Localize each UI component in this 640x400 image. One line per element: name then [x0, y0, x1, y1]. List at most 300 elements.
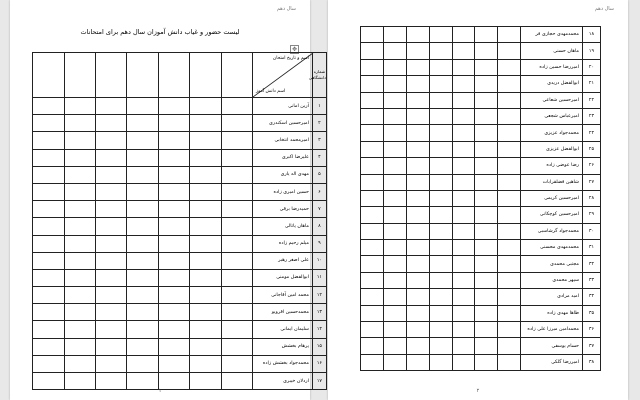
attendance-cell[interactable]: [127, 321, 158, 338]
attendance-cell[interactable]: [361, 272, 384, 288]
attendance-cell[interactable]: [475, 322, 498, 338]
attendance-cell[interactable]: [429, 158, 452, 174]
attendance-cell[interactable]: [429, 108, 452, 124]
attendance-cell[interactable]: [429, 125, 452, 141]
attendance-cell[interactable]: [406, 174, 429, 190]
attendance-cell[interactable]: [498, 158, 521, 174]
attendance-cell[interactable]: [158, 321, 189, 338]
attendance-cell[interactable]: [498, 338, 521, 354]
attendance-cell[interactable]: [406, 108, 429, 124]
attendance-cell[interactable]: [190, 235, 221, 252]
student-name: امیرحسین کوچکانی: [520, 207, 582, 223]
attendance-cell[interactable]: [384, 190, 407, 206]
attendance-cell[interactable]: [452, 354, 475, 370]
attendance-cell[interactable]: [498, 289, 521, 305]
attendance-cell[interactable]: [475, 272, 498, 288]
attendance-cell[interactable]: [361, 223, 384, 239]
attendance-cell[interactable]: [384, 125, 407, 141]
attendance-cell[interactable]: [127, 183, 158, 200]
attendance-cell[interactable]: [64, 338, 95, 355]
attendance-cell[interactable]: [475, 256, 498, 272]
attendance-cell[interactable]: [406, 141, 429, 157]
attendance-cell[interactable]: [475, 190, 498, 206]
attendance-cell[interactable]: [452, 43, 475, 59]
attendance-cell[interactable]: [475, 125, 498, 141]
attendance-cell[interactable]: [361, 108, 384, 124]
attendance-cell[interactable]: [361, 207, 384, 223]
attendance-cell[interactable]: [127, 355, 158, 372]
attendance-cell[interactable]: [33, 201, 65, 218]
attendance-cell[interactable]: [429, 354, 452, 370]
attendance-cell[interactable]: [384, 354, 407, 370]
attendance-cell[interactable]: [429, 256, 452, 272]
attendance-cell[interactable]: [190, 201, 221, 218]
attendance-cell[interactable]: [33, 304, 65, 321]
attendance-cell[interactable]: [498, 272, 521, 288]
attendance-cell[interactable]: [361, 289, 384, 305]
attendance-cell[interactable]: [498, 76, 521, 92]
attendance-cell[interactable]: [406, 125, 429, 141]
attendance-cell[interactable]: [33, 149, 65, 166]
attendance-cell[interactable]: [429, 190, 452, 206]
attendance-cell[interactable]: [361, 141, 384, 157]
attendance-cell[interactable]: [498, 223, 521, 239]
attendance-cell[interactable]: [127, 98, 158, 115]
attendance-cell[interactable]: [64, 304, 95, 321]
attendance-cell[interactable]: [361, 322, 384, 338]
table-row: [361, 256, 601, 272]
attendance-cell[interactable]: [190, 321, 221, 338]
attendance-cell[interactable]: [127, 235, 158, 252]
attendance-cell[interactable]: [452, 92, 475, 108]
attendance-cell[interactable]: [429, 305, 452, 321]
page-number: ۱: [158, 388, 162, 394]
attendance-cell[interactable]: [406, 43, 429, 59]
attendance-cell[interactable]: [190, 149, 221, 166]
exam-column-4[interactable]: [127, 53, 158, 98]
table-move-handle-icon[interactable]: ✥: [291, 46, 298, 53]
table-row: [33, 132, 327, 149]
attendance-cell[interactable]: [190, 166, 221, 183]
attendance-cell[interactable]: [384, 256, 407, 272]
attendance-cell[interactable]: [221, 287, 252, 304]
table-row: [361, 190, 601, 206]
attendance-cell[interactable]: [95, 183, 126, 200]
student-number: ۳۵: [582, 305, 600, 321]
attendance-cell[interactable]: [95, 355, 126, 372]
attendance-cell[interactable]: [361, 76, 384, 92]
attendance-cell[interactable]: [95, 287, 126, 304]
attendance-cell[interactable]: [64, 321, 95, 338]
attendance-cell[interactable]: [406, 240, 429, 256]
student-number: ۲۰: [582, 59, 600, 75]
attendance-cell[interactable]: [452, 27, 475, 43]
attendance-cell[interactable]: [475, 27, 498, 43]
attendance-cell[interactable]: [64, 355, 95, 372]
attendance-cell[interactable]: [127, 166, 158, 183]
attendance-cell[interactable]: [361, 59, 384, 75]
attendance-cell[interactable]: [190, 287, 221, 304]
attendance-cell[interactable]: [452, 190, 475, 206]
attendance-cell[interactable]: [452, 125, 475, 141]
attendance-cell[interactable]: [158, 218, 189, 235]
attendance-cell[interactable]: [190, 132, 221, 149]
attendance-cell[interactable]: [361, 92, 384, 108]
attendance-cell[interactable]: [475, 141, 498, 157]
attendance-cell[interactable]: [384, 289, 407, 305]
student-name: محمدجواد گرشاسبی: [520, 223, 582, 239]
attendance-cell[interactable]: [384, 272, 407, 288]
attendance-cell[interactable]: [361, 354, 384, 370]
attendance-cell[interactable]: [406, 289, 429, 305]
attendance-cell[interactable]: [384, 174, 407, 190]
attendance-cell[interactable]: [221, 235, 252, 252]
attendance-cell[interactable]: [498, 141, 521, 157]
attendance-cell[interactable]: [498, 305, 521, 321]
attendance-cell[interactable]: [429, 27, 452, 43]
attendance-cell[interactable]: [95, 98, 126, 115]
attendance-cell[interactable]: [33, 115, 65, 132]
attendance-cell[interactable]: [406, 27, 429, 43]
attendance-cell[interactable]: [95, 269, 126, 286]
attendance-cell[interactable]: [475, 354, 498, 370]
attendance-cell[interactable]: [498, 43, 521, 59]
attendance-cell[interactable]: [384, 158, 407, 174]
attendance-cell[interactable]: [429, 338, 452, 354]
attendance-cell[interactable]: [498, 190, 521, 206]
attendance-cell[interactable]: [221, 201, 252, 218]
attendance-cell[interactable]: [221, 252, 252, 269]
attendance-cell[interactable]: [361, 27, 384, 43]
attendance-cell[interactable]: [498, 92, 521, 108]
table-row: [33, 287, 327, 304]
attendance-cell[interactable]: [95, 338, 126, 355]
attendance-cell[interactable]: [475, 92, 498, 108]
attendance-cell[interactable]: [429, 289, 452, 305]
attendance-cell[interactable]: [158, 269, 189, 286]
attendance-cell[interactable]: [95, 235, 126, 252]
attendance-cell[interactable]: [127, 287, 158, 304]
attendance-cell[interactable]: [33, 252, 65, 269]
attendance-cell[interactable]: [127, 132, 158, 149]
student-number: ۱۳: [312, 304, 326, 321]
attendance-cell[interactable]: [158, 355, 189, 372]
student-number: ۱: [312, 98, 326, 115]
attendance-cell[interactable]: [33, 235, 65, 252]
attendance-cell[interactable]: [190, 98, 221, 115]
attendance-cell[interactable]: [452, 207, 475, 223]
attendance-cell[interactable]: [158, 287, 189, 304]
student-number: ۳۲: [582, 256, 600, 272]
exam-column-3[interactable]: [158, 53, 189, 98]
attendance-cell[interactable]: [429, 43, 452, 59]
attendance-cell[interactable]: [33, 321, 65, 338]
attendance-cell[interactable]: [406, 272, 429, 288]
attendance-cell[interactable]: [221, 355, 252, 372]
attendance-cell[interactable]: [475, 240, 498, 256]
table-row: [33, 218, 327, 235]
attendance-cell[interactable]: [127, 252, 158, 269]
attendance-cell[interactable]: [475, 108, 498, 124]
attendance-cell[interactable]: [95, 115, 126, 132]
exam-column-5[interactable]: [95, 53, 126, 98]
attendance-cell[interactable]: [406, 322, 429, 338]
attendance-cell[interactable]: [221, 269, 252, 286]
attendance-cell[interactable]: [429, 207, 452, 223]
attendance-cell[interactable]: [64, 166, 95, 183]
attendance-cell[interactable]: [452, 76, 475, 92]
row-number-header: [308, 53, 326, 98]
attendance-cell[interactable]: [190, 269, 221, 286]
attendance-cell[interactable]: [452, 59, 475, 75]
attendance-cell[interactable]: [475, 223, 498, 239]
attendance-cell[interactable]: [33, 132, 65, 149]
attendance-cell[interactable]: [361, 125, 384, 141]
table-row: [361, 108, 601, 124]
student-name: حسام یوسفی: [520, 338, 582, 354]
attendance-cell[interactable]: [33, 287, 65, 304]
attendance-cell[interactable]: [452, 174, 475, 190]
attendance-cell[interactable]: [158, 304, 189, 321]
attendance-cell[interactable]: [158, 183, 189, 200]
exam-column-2[interactable]: [190, 53, 221, 98]
attendance-cell[interactable]: [384, 92, 407, 108]
attendance-cell[interactable]: [361, 240, 384, 256]
attendance-cell[interactable]: [221, 132, 252, 149]
attendance-cell[interactable]: [221, 98, 252, 115]
attendance-cell[interactable]: [406, 92, 429, 108]
attendance-cell[interactable]: [384, 76, 407, 92]
attendance-cell[interactable]: [452, 322, 475, 338]
attendance-cell[interactable]: [127, 149, 158, 166]
attendance-cell[interactable]: [452, 108, 475, 124]
attendance-cell[interactable]: [475, 289, 498, 305]
exam-column-6[interactable]: [64, 53, 95, 98]
attendance-cell[interactable]: [452, 338, 475, 354]
attendance-cell[interactable]: [64, 115, 95, 132]
attendance-cell[interactable]: [95, 304, 126, 321]
attendance-cell[interactable]: [384, 338, 407, 354]
attendance-cell[interactable]: [95, 252, 126, 269]
attendance-cell[interactable]: [498, 207, 521, 223]
student-name: محمدحسین اقرویو: [252, 304, 312, 321]
student-number: ۹: [312, 235, 326, 252]
attendance-cell[interactable]: [127, 115, 158, 132]
student-name: امیرعباس شجعی: [520, 108, 582, 124]
attendance-cell[interactable]: [158, 132, 189, 149]
student-number: ۳۸: [582, 354, 600, 370]
attendance-cell[interactable]: [64, 218, 95, 235]
attendance-cell[interactable]: [221, 183, 252, 200]
attendance-cell[interactable]: [429, 59, 452, 75]
attendance-cell[interactable]: [95, 149, 126, 166]
attendance-cell[interactable]: [384, 240, 407, 256]
attendance-cell[interactable]: [127, 218, 158, 235]
attendance-cell[interactable]: [384, 27, 407, 43]
student-number: ۲۵: [582, 141, 600, 157]
attendance-cell[interactable]: [361, 338, 384, 354]
attendance-cell[interactable]: [33, 269, 65, 286]
attendance-cell[interactable]: [406, 354, 429, 370]
attendance-cell[interactable]: [452, 240, 475, 256]
attendance-cell[interactable]: [452, 289, 475, 305]
attendance-cell[interactable]: [429, 76, 452, 92]
attendance-cell[interactable]: [429, 92, 452, 108]
attendance-cell[interactable]: [475, 43, 498, 59]
attendance-cell[interactable]: [64, 98, 95, 115]
attendance-cell[interactable]: [406, 338, 429, 354]
attendance-cell[interactable]: [158, 98, 189, 115]
attendance-cell[interactable]: [158, 166, 189, 183]
attendance-cell[interactable]: [498, 108, 521, 124]
attendance-cell[interactable]: [190, 183, 221, 200]
attendance-cell[interactable]: [475, 305, 498, 321]
student-number: ۳: [312, 132, 326, 149]
attendance-cell[interactable]: [498, 322, 521, 338]
attendance-cell[interactable]: [33, 355, 65, 372]
attendance-cell[interactable]: [190, 355, 221, 372]
attendance-cell[interactable]: [361, 158, 384, 174]
attendance-cell[interactable]: [95, 132, 126, 149]
attendance-cell[interactable]: [95, 321, 126, 338]
attendance-cell[interactable]: [429, 223, 452, 239]
student-name: شاهین فضلقرابات: [520, 174, 582, 190]
attendance-cell[interactable]: [475, 76, 498, 92]
attendance-cell[interactable]: [33, 183, 65, 200]
attendance-cell[interactable]: [221, 149, 252, 166]
attendance-cell[interactable]: [429, 174, 452, 190]
attendance-cell[interactable]: [95, 201, 126, 218]
attendance-cell[interactable]: [475, 338, 498, 354]
attendance-cell[interactable]: [384, 207, 407, 223]
attendance-cell[interactable]: [429, 141, 452, 157]
attendance-cell[interactable]: [406, 305, 429, 321]
exam-column-7[interactable]: [33, 53, 65, 98]
attendance-cell[interactable]: [158, 201, 189, 218]
attendance-cell[interactable]: [221, 115, 252, 132]
attendance-cell[interactable]: [498, 174, 521, 190]
attendance-cell[interactable]: [158, 115, 189, 132]
attendance-cell[interactable]: [221, 321, 252, 338]
attendance-cell[interactable]: [384, 305, 407, 321]
attendance-cell[interactable]: [190, 252, 221, 269]
attendance-cell[interactable]: [158, 338, 189, 355]
attendance-cell[interactable]: [64, 235, 95, 252]
attendance-cell[interactable]: [221, 218, 252, 235]
student-name: علی اصغر رهبر: [252, 252, 312, 269]
student-number: ۳۳: [582, 272, 600, 288]
attendance-cell[interactable]: [221, 338, 252, 355]
attendance-cell[interactable]: [384, 223, 407, 239]
attendance-cell[interactable]: [429, 240, 452, 256]
attendance-cell[interactable]: [498, 354, 521, 370]
attendance-cell[interactable]: [452, 223, 475, 239]
attendance-cell[interactable]: [33, 166, 65, 183]
table-row: [33, 98, 327, 115]
attendance-cell[interactable]: [384, 43, 407, 59]
attendance-cell[interactable]: [127, 338, 158, 355]
attendance-cell[interactable]: [475, 59, 498, 75]
attendance-cell[interactable]: [406, 59, 429, 75]
attendance-cell[interactable]: [452, 141, 475, 157]
attendance-cell[interactable]: [429, 322, 452, 338]
attendance-cell[interactable]: [221, 304, 252, 321]
attendance-cell[interactable]: [361, 43, 384, 59]
attendance-cell[interactable]: [384, 59, 407, 75]
attendance-cell[interactable]: [361, 174, 384, 190]
attendance-cell[interactable]: [452, 305, 475, 321]
attendance-cell[interactable]: [384, 108, 407, 124]
attendance-cell[interactable]: [406, 256, 429, 272]
attendance-cell[interactable]: [158, 252, 189, 269]
attendance-cell[interactable]: [498, 27, 521, 43]
attendance-cell[interactable]: [64, 269, 95, 286]
attendance-cell[interactable]: [127, 201, 158, 218]
attendance-cell[interactable]: [64, 183, 95, 200]
attendance-cell[interactable]: [190, 218, 221, 235]
attendance-cell[interactable]: [384, 141, 407, 157]
attendance-cell[interactable]: [406, 190, 429, 206]
attendance-cell[interactable]: [452, 272, 475, 288]
exam-column-1[interactable]: [221, 53, 252, 98]
attendance-cell[interactable]: [190, 304, 221, 321]
attendance-cell[interactable]: [33, 98, 65, 115]
table-row: [361, 92, 601, 108]
student-name: امیرحسین شعاعی: [520, 92, 582, 108]
attendance-cell[interactable]: [452, 158, 475, 174]
attendance-cell[interactable]: [95, 166, 126, 183]
attendance-cell[interactable]: [406, 223, 429, 239]
table-row: [33, 183, 327, 200]
attendance-cell[interactable]: [406, 76, 429, 92]
attendance-cell[interactable]: [64, 252, 95, 269]
attendance-cell[interactable]: [384, 322, 407, 338]
attendance-cell[interactable]: [158, 149, 189, 166]
attendance-cell[interactable]: [475, 207, 498, 223]
attendance-cell[interactable]: [64, 149, 95, 166]
attendance-cell[interactable]: [64, 201, 95, 218]
attendance-cell[interactable]: [475, 174, 498, 190]
attendance-cell[interactable]: [95, 218, 126, 235]
attendance-cell[interactable]: [361, 256, 384, 272]
attendance-cell[interactable]: [406, 158, 429, 174]
attendance-cell[interactable]: [498, 59, 521, 75]
attendance-cell[interactable]: [452, 256, 475, 272]
attendance-cell[interactable]: [498, 240, 521, 256]
attendance-cell[interactable]: [498, 256, 521, 272]
student-name: امیررضا حسین زاده: [520, 59, 582, 75]
attendance-cell[interactable]: [361, 190, 384, 206]
attendance-cell[interactable]: [127, 304, 158, 321]
attendance-cell[interactable]: [190, 115, 221, 132]
attendance-cell[interactable]: [429, 272, 452, 288]
attendance-cell[interactable]: [406, 207, 429, 223]
attendance-cell[interactable]: [475, 158, 498, 174]
attendance-cell[interactable]: [64, 132, 95, 149]
attendance-cell[interactable]: [221, 166, 252, 183]
attendance-cell[interactable]: [361, 305, 384, 321]
attendance-cell[interactable]: [33, 218, 65, 235]
attendance-cell[interactable]: [158, 235, 189, 252]
attendance-cell[interactable]: [190, 338, 221, 355]
student-name: علیرضا اکبری: [252, 149, 312, 166]
table-row: [361, 272, 601, 288]
attendance-cell[interactable]: [33, 338, 65, 355]
attendance-cell[interactable]: [127, 269, 158, 286]
attendance-cell[interactable]: [64, 287, 95, 304]
student-name: ابوالفضل دریدی: [520, 76, 582, 92]
attendance-cell[interactable]: [498, 125, 521, 141]
